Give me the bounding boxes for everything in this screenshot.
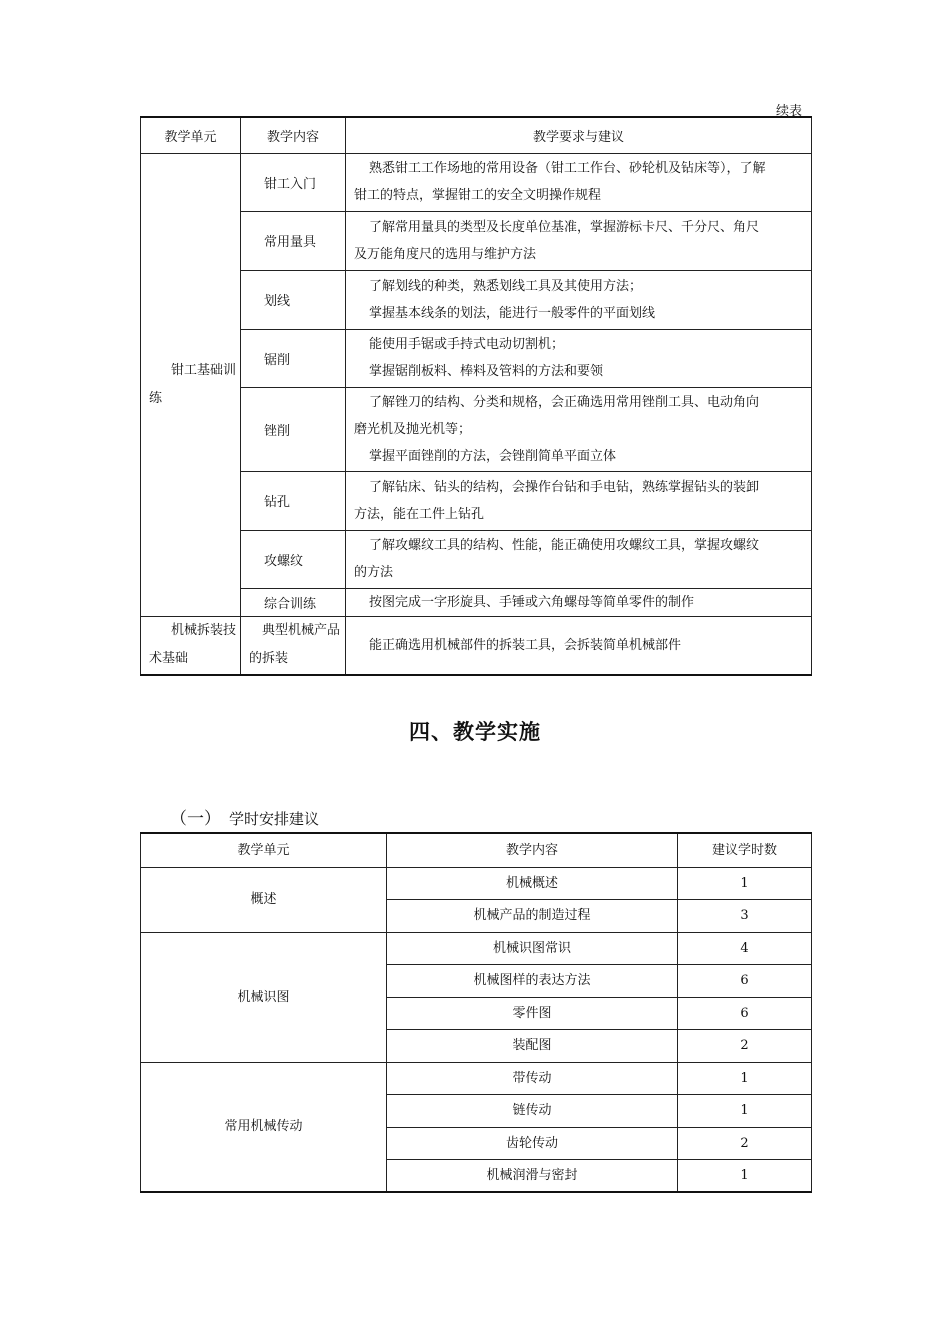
requirement-cell [346,471,812,530]
requirement-cell [346,616,812,675]
content-cell: 综合训练 [241,588,346,616]
content-cell: 链传动 [387,1094,678,1127]
requirement-line: 掌握基本线条的划法，能进行一般零件的平面划线 [369,305,656,321]
content-label: 典型机械产品的拆装 [249,623,341,667]
requirement-cell [346,211,812,270]
hours-cell: 1 [678,867,812,899]
content-cell: 锯削 [241,329,346,387]
subsection-title: 学时安排建议 [229,810,320,828]
table-row [141,211,812,270]
requirement-line: 能正确选用机械部件的拆装工具，会拆装简单机械部件 [369,637,682,653]
subsection-number: （一） [170,809,221,829]
content-cell: 常用量具 [241,211,346,270]
section-heading: 四、教学实施 [409,719,541,744]
content-cell: 机械润滑与密封 [387,1159,678,1192]
content-cell: 机械图样的表达方法 [387,964,678,997]
hours-cell: 1 [678,1062,812,1094]
header-requirements: 教学要求与建议 [346,117,812,153]
hours-cell: 6 [678,997,812,1029]
unit-cell: 常用机械传动 [141,1062,387,1192]
teaching-requirements-table [140,116,812,676]
content-cell: 零件图 [387,997,678,1029]
unit-cell [141,616,241,675]
hours-cell: 1 [678,1094,812,1127]
table-row [141,616,812,675]
unit-label: 钳工基础训练 [149,362,237,406]
requirement-cell [346,387,812,471]
hours-cell: 3 [678,899,812,932]
requirement-line: 掌握平面锉削的方法，会锉削简单平面立体 [369,448,617,464]
table-row [141,1062,812,1094]
table-header-row [141,833,812,867]
content-cell: 齿轮传动 [387,1127,678,1159]
requirement-line: 了解攻螺纹工具的结构、性能，能正确使用攻螺纹工具，掌握攻螺纹 [369,538,760,553]
unit-cell: 机械识图 [141,932,387,1062]
content-cell: 划线 [241,270,346,329]
hours-table [140,832,812,1193]
unit-cell: 概述 [141,867,387,932]
table-header-row [141,117,812,153]
requirement-line: 了解划线的种类，熟悉划线工具及其使用方法； [369,278,643,294]
content-cell: 攻螺纹 [241,530,346,588]
requirement-cell [346,530,812,588]
requirement-line: 了解常用量具的类型及长度单位基准，掌握游标卡尺、千分尺、角尺 [369,219,760,235]
hours-cell: 4 [678,932,812,964]
content-cell: 装配图 [387,1029,678,1062]
table-row [141,588,812,616]
table-row [141,329,812,387]
table-row [141,387,812,471]
content-cell [241,616,346,675]
hours-cell: 2 [678,1127,812,1159]
content-cell: 机械识图常识 [387,932,678,964]
requirement-line: 掌握锯削板料、棒料及管料的方法和要领 [369,364,604,379]
requirement-line: 能使用手锯或手持式电动切割机； [369,337,565,352]
requirement-cell [346,329,812,387]
requirement-line: 按图完成一字形旋具、手锤或六角螺母等简单零件的制作 [369,594,695,610]
header-unit: 教学单元 [141,833,387,867]
header-content: 教学内容 [387,833,678,867]
unit-label: 机械拆装技术基础 [149,623,237,667]
requirement-line: 的方法 [354,565,394,580]
continued-label: 续表 [776,104,803,119]
header-content: 教学内容 [241,117,346,153]
table-row [141,530,812,588]
table-row [141,932,812,964]
content-cell: 带传动 [387,1062,678,1094]
requirement-line: 及万能角度尺的选用与维护方法 [354,246,537,262]
hours-cell: 2 [678,1029,812,1062]
table-row [141,153,812,211]
requirement-line: 熟悉钳工工作场地的常用设备（钳工工作台、砂轮机及钻床等），了解 [369,161,766,176]
requirement-line: 了解锉刀的结构、分类和规格，会正确选用常用锉削工具、电动角向 [369,394,760,410]
table-row [141,270,812,329]
header-hours: 建议学时数 [678,833,812,867]
requirement-line: 方法，能在工件上钻孔 [354,506,485,522]
unit-cell [141,153,241,616]
hours-cell: 1 [678,1159,812,1192]
header-unit: 教学单元 [141,117,241,153]
content-cell: 机械产品的制造过程 [387,899,678,932]
table-row [141,867,812,899]
requirement-line: 了解钻床、钻头的结构，会操作台钻和手电钻，熟练掌握钻头的装卸 [369,479,760,495]
content-cell: 钳工入门 [241,153,346,211]
requirement-cell [346,153,812,211]
requirement-cell [346,270,812,329]
content-cell: 钻孔 [241,471,346,530]
subsection-heading [170,804,319,829]
content-cell: 机械概述 [387,867,678,899]
requirement-line: 钳工的特点，掌握钳工的安全文明操作规程 [354,188,602,203]
content-cell: 锉削 [241,387,346,471]
table-row [141,471,812,530]
requirement-line: 磨光机及抛光机等； [354,421,472,437]
requirement-cell [346,588,812,616]
hours-cell: 6 [678,964,812,997]
